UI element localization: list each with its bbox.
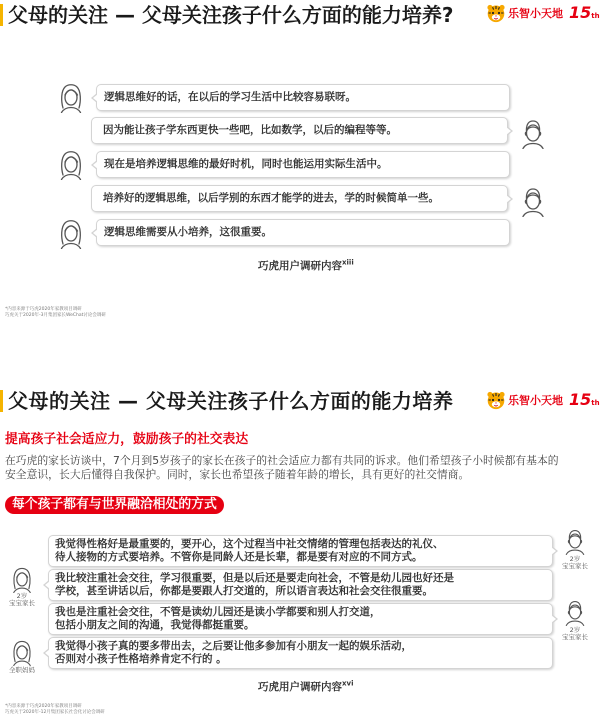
quote-bubble bbox=[96, 151, 510, 178]
speaker-label-line: 全职妈妈 bbox=[9, 666, 35, 674]
quote-text: 逻辑思维需要从小培养，这很重要。 bbox=[104, 226, 272, 238]
brand-name: 乐智小天地 bbox=[508, 7, 563, 20]
footnote-line: 巧虎关于2020年-12月集团家长社会化讨论会调研 bbox=[5, 710, 105, 715]
quote-bubble bbox=[91, 185, 508, 212]
footnote bbox=[5, 307, 106, 319]
anniversary-badge bbox=[569, 391, 600, 409]
brand-logo bbox=[486, 389, 600, 411]
intro-paragraph bbox=[5, 454, 559, 481]
brand-logo bbox=[486, 2, 600, 24]
slide-title: 父母的关注 — 父母关注孩子什么方面的能力培养 bbox=[8, 389, 454, 413]
source-caption bbox=[258, 679, 353, 694]
quote-line: 待人接物的方式要培养。不管你是同龄人还是长辈，都是要有对应的不同方式。 bbox=[55, 551, 423, 563]
mother-avatar-icon bbox=[56, 217, 86, 249]
quote-text: 逻辑思维好的话，在以后的学习生活中比较容易联呀。 bbox=[104, 91, 356, 103]
anniversary-number: 15 bbox=[569, 390, 592, 409]
anniversary-suffix: th bbox=[591, 12, 600, 20]
quote-line: 否则对小孩子性格培养肯定不行的 。 bbox=[55, 653, 227, 665]
title-accent-bar bbox=[0, 390, 3, 412]
quote-bubble bbox=[48, 603, 553, 635]
brand-name: 乐智小天地 bbox=[508, 394, 563, 407]
speaker-label-line: 2岁 bbox=[569, 626, 581, 634]
footnote-line: *内容来源于巧虎2020年家教项目调研 bbox=[5, 307, 82, 312]
slide-title: 父母的关注 — 父母关注孩子什么方面的能力培养? bbox=[8, 3, 454, 27]
quote-bubble bbox=[96, 219, 510, 246]
quote-line: 学校，甚至讲话以后，你都是要跟人打交道的，所以语言表达和社会交往很重要。 bbox=[55, 585, 433, 597]
mother-avatar-icon bbox=[56, 148, 86, 180]
speaker-label-line: 宝宝家长 bbox=[562, 562, 588, 570]
footnote bbox=[5, 704, 105, 716]
father-avatar-icon bbox=[562, 527, 588, 555]
title-accent-bar bbox=[0, 4, 3, 26]
speaker-label-line: 2岁 bbox=[16, 592, 28, 600]
quote-line: 我觉得小孩子真的要多带出去，之后要让他多参加有小朋友一起的娱乐活动， bbox=[55, 640, 412, 652]
tiger-mascot-icon bbox=[486, 390, 506, 410]
father-avatar-icon bbox=[518, 117, 548, 149]
anniversary-badge bbox=[569, 4, 600, 22]
speaker-label bbox=[2, 667, 42, 674]
quote-bubble bbox=[48, 637, 553, 669]
speaker-label bbox=[555, 556, 595, 570]
source-label: 巧虎用户调研内容 bbox=[258, 260, 342, 272]
section-heading: 提高孩子社会适应力，鼓励孩子的社交表达 bbox=[5, 432, 249, 447]
quote-bubble bbox=[48, 569, 553, 601]
footnote-line: *内容来源于巧虎2020年家教项目调研 bbox=[5, 704, 82, 709]
speaker-label-line: 2岁 bbox=[569, 555, 581, 563]
father-avatar-icon bbox=[518, 185, 548, 217]
quote-text: 培养好的逻辑思维，以后学别的东西才能学的进去，学的时候简单一些。 bbox=[103, 192, 439, 204]
source-label: 巧虎用户调研内容 bbox=[258, 681, 342, 693]
quote-bubble bbox=[96, 84, 510, 111]
mother-avatar-icon bbox=[9, 565, 35, 593]
source-caption bbox=[258, 258, 354, 273]
speaker-label bbox=[2, 593, 42, 607]
quote-line: 包括小朋友之间的沟通，我觉得都挺重要。 bbox=[55, 619, 255, 631]
quote-line: 我也是注重社会交往，不管是读幼儿园还是读小学都要和别人打交道， bbox=[55, 606, 381, 618]
quote-line: 我比较注重社会交往，学习很重要，但是以后还是要走向社会，不管是幼儿园也好还是 bbox=[55, 572, 454, 584]
tiger-mascot-icon bbox=[486, 3, 506, 23]
anniversary-suffix: th bbox=[591, 399, 600, 407]
intro-line: 安全意识，长大后懂得自我保护。同时，家长也希望孩子随着年龄的增长，具有更好的社交情商。 bbox=[5, 467, 470, 481]
father-avatar-icon bbox=[562, 598, 588, 626]
quote-text: 因为能让孩子学东西更快一些吧，比如数学，以后的编程等等。 bbox=[103, 124, 397, 136]
source-reference: xiii bbox=[342, 258, 354, 267]
mother-avatar-icon bbox=[56, 81, 86, 113]
anniversary-number: 15 bbox=[569, 3, 592, 22]
intro-line: 在巧虎的家长访谈中，7个月到5岁孩子的家长在孩子的社会适应力都有共同的诉求。他们希望孩子小时候都有基本的 bbox=[5, 454, 559, 467]
highlight-banner: 每个孩子都有与世界融洽相处的方式 bbox=[5, 496, 224, 514]
speaker-label-line: 宝宝家长 bbox=[562, 633, 588, 641]
quote-line: 我觉得性格好是最重要的，要开心，这个过程当中社交情绪的管理包括表达的礼仪、 bbox=[55, 538, 444, 550]
footnote-line: 巧虎关于2020年-3月集团家长WeChat讨论会调研 bbox=[5, 313, 106, 318]
speaker-label-line: 宝宝家长 bbox=[9, 599, 35, 607]
speaker-label bbox=[555, 627, 595, 641]
mother-avatar-icon bbox=[9, 638, 35, 666]
quote-bubble bbox=[48, 535, 553, 567]
quote-text: 现在是培养逻辑思维的最好时机，同时也能运用实际生活中。 bbox=[104, 158, 388, 170]
source-reference: xvi bbox=[342, 679, 354, 688]
quote-bubble bbox=[91, 117, 508, 144]
